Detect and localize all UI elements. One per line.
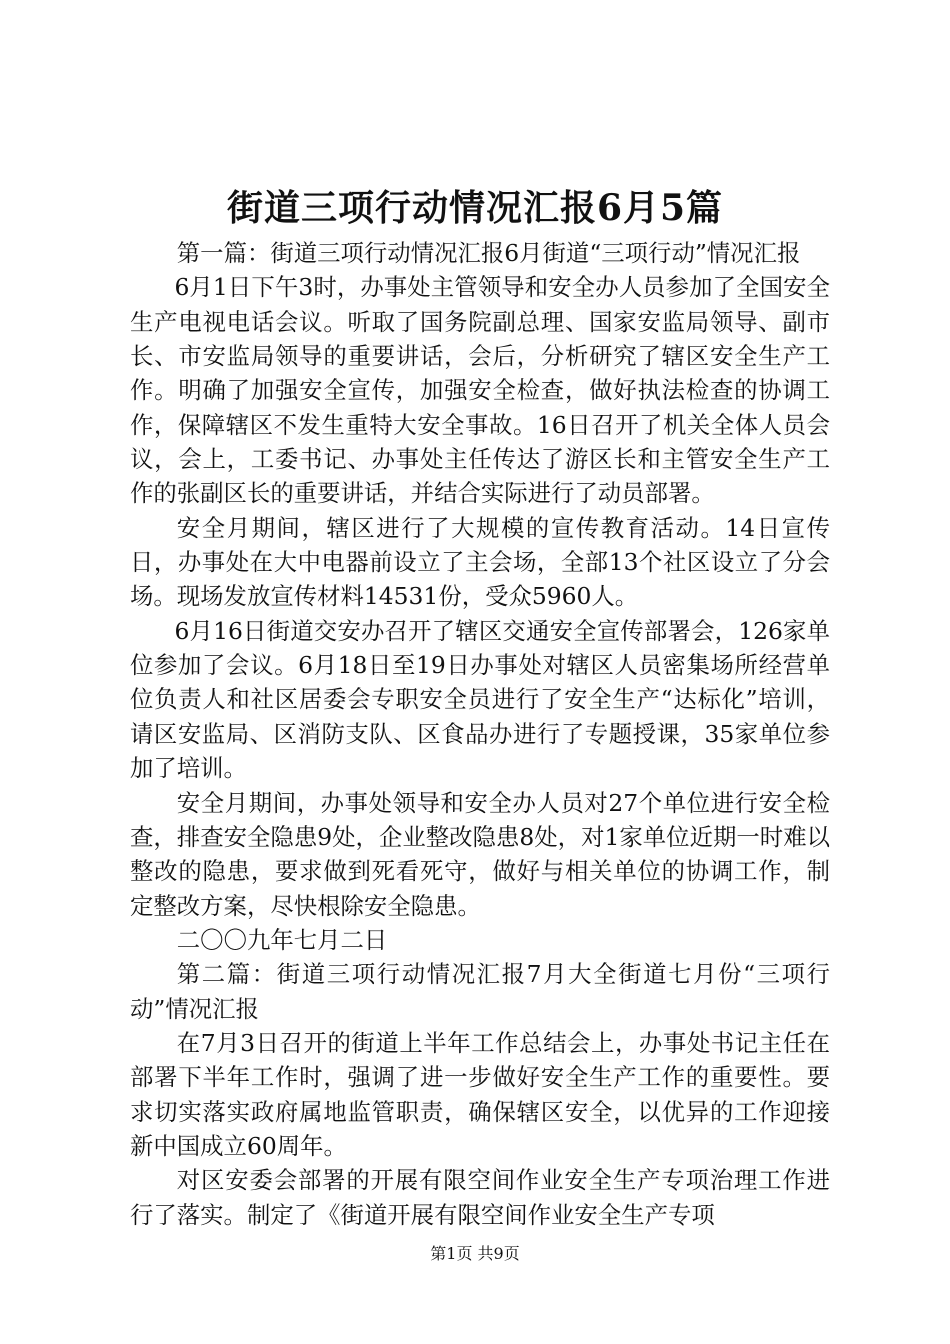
paragraph-3: 安全月期间，辖区进行了大规模的宣传教育活动。14日宣传日，办事处在大中电器前设立了主会场，全部13个社区设立了分会场。现场发放宣传材料14531份，受众5960人。 xyxy=(130,513,830,611)
paragraph-2: 6月1日下午3时，办事处主管领导和安全办人员参加了全国安全生产电视电话会议。听取了国务院副总理、国家安监局领导、副市长、市安监局领导的重要讲话，会后，分析研究了辖区安全生产工作。明确了加强安全宣传，加强安全检查，做好执法检查的协调工作，保障辖区不发生重特大安全事故。16日召开了机关全体人员会议，会上，工委书记、办事处主任传达了游区长和主管安全生产工作的张副区长的重要讲话，并结合实际进行了动员部署。 xyxy=(130,273,830,508)
paragraph-8: 在7月3日召开的街道上半年工作总结会上，办事处书记主任在部署下半年工作时，强调了进一步做好安全生产工作的重要性。要求切实落实政府属地监管职责，确保辖区安全，以优异的工作迎接新中国成立60周年。 xyxy=(130,1028,830,1160)
paragraph-9: 对区安委会部署的开展有限空间作业安全生产专项治理工作进行了落实。制定了《街道开展有限空间作业安全生产专项 xyxy=(130,1166,830,1229)
document-body xyxy=(130,236,830,1232)
page-footer: 第1页 共9页 xyxy=(430,1244,520,1263)
paragraph-7-heading: 第二篇：街道三项行动情况汇报7月大全街道七月份“三项行动”情况汇报 xyxy=(130,960,830,1023)
document-title: 街道三项行动情况汇报6月5篇 xyxy=(226,187,724,229)
paragraph-6-date: 二〇〇九年七月二日 xyxy=(176,925,388,954)
paragraph-4: 6月16日街道交安办召开了辖区交通安全宣传部署会，126家单位参加了会议。6月18日至19日办事处对辖区人员密集场所经营单位负责人和社区居委会专职安全员进行了安全生产“达标化”培训，请区安监局、区消防支队、区食品办进行了专题授课，35家单位参加了培训。 xyxy=(130,616,830,783)
paragraph-5: 安全月期间，办事处领导和安全办人员对27个单位进行安全检查，排查安全隐患9处，企业整改隐患8处，对1家单位近期一时难以整改的隐患，要求做到死看死守，做好与相关单位的协调工作，制定整改方案，尽快根除安全隐患。 xyxy=(130,788,830,920)
paragraph-1-heading: 第一篇：街道三项行动情况汇报6月街道“三项行动”情况汇报 xyxy=(176,239,801,267)
